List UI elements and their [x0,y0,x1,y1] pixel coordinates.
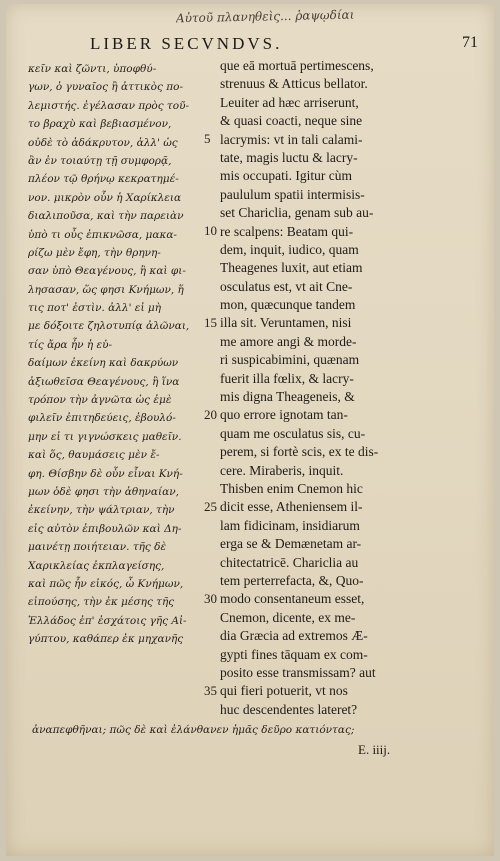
greek-text-line: μαινέτῃ ποιήτειαν. τῆς δὲ [28,541,167,554]
latin-text-line: posito esse transmissam? aut [220,664,376,680]
latin-text-line: Cnemon, dicente, ex me- [220,609,356,625]
greek-text-line: τρόπον τὴν ἀγνῶτα ὡς ἐμὲ [28,394,172,407]
latin-text-line: dia Græcia ad extremos Æ- [220,628,368,644]
greek-text-line: Χαρικλείας ἐκπλαγείσης, [28,559,165,572]
greek-text-column [28,60,204,649]
line-number: 10 [204,222,217,238]
greek-text-line: τις ποτ' ἐστὶν. ἀλλ' εἰ μὴ [28,302,162,315]
latin-text-line: mon, quæcunque tandem [220,297,356,313]
latin-text-line: gypti fines tāquam ex com- [220,646,368,662]
latin-text-line: dicit esse, Atheniensem il- [220,499,363,515]
latin-text-line: perem, si fortè scis, ex te dis- [220,444,379,460]
latin-text-line: ri suspicabimini, quænam [220,352,360,368]
greek-text-line: καὶ πῶς ἦν εἰκός, ὦ Κνήμων, [28,577,184,590]
greek-text-line: εἰς αὐτὸν ἐπιβουλῶν καὶ Δη- [28,522,182,535]
greek-text-line: φη. Θίσβην δὲ οὖν εἶναι Κνή- [28,467,183,480]
latin-text-line: & quasi coacti, neque sine [220,113,363,129]
book-page [6,4,494,856]
greek-text-line: τίς ἄρα ἦν ἡ εὐ- [28,338,113,351]
latin-text-line: lam fidicinam, insidiarum [220,517,360,533]
latin-text-line: Thisben enim Cnemon hic [220,480,363,496]
latin-text-line: Theagenes luxit, aut etiam [220,260,363,276]
greek-text-line: ἐκείνην, τὴν ψάλτριαν, τὴν [28,504,175,517]
greek-text-line: κεῖν καὶ ζῶντι, ὑποφθύ- [28,63,157,75]
latin-text-line: mis digna Theageneis, & [220,389,355,405]
greek-text-line: ὑπὸ τι οὖς ἐπικνῶσα, μακα- [28,228,177,241]
latin-text-line: que eā mortuā pertimescens, [220,58,374,73]
latin-text-line: chitectatricē. Chariclia au [220,554,359,570]
line-number: 15 [204,314,217,330]
greek-text-line: ἀξιωθεῖσα Θεαγένους, ἢ ἵνα [28,375,180,388]
line-number: 35 [204,682,217,698]
greek-text-line: γύπτου, καθάπερ ἐκ μηχανῆς [28,633,184,646]
latin-text-line: osculatus est, vt ait Cne- [220,278,353,294]
latin-text-column [220,57,420,719]
greek-text-line: το βραχὺ καὶ βεβιασμένον, [28,118,172,131]
greek-text-line: λησασαν, ὥς φησι Κνήμων, ἥ [28,283,184,296]
greek-text-line: νον. μικρὸν οὖν ἡ Χαρίκλεια [28,191,182,204]
latin-text-line: tate, magis luctu & lacry- [220,149,358,165]
latin-text-line: tem perterrefacta, &, Quo- [220,572,364,588]
latin-text-line: erga se & Demænetam ar- [220,536,362,552]
greek-text-line: με δόξοιτε ζηλοτυπίᾳ ἀλῶναι, [28,320,190,333]
greek-text-line: μων ὁδὲ φησι τὴν ἀθηναίαν, [28,485,179,498]
latin-text-line: modo consentaneum esset, [220,591,365,607]
latin-text-line: mis occupati. Igitur cùm [220,168,352,184]
page-number: 71 [462,34,478,51]
latin-text-line: cere. Miraberis, inquit. [220,462,344,478]
line-number: 25 [204,498,217,514]
running-title: LIBER SECVNDVS. [90,34,283,53]
handwritten-note: Αὐτοῦ πλανηθεὶς... ῥαψῳδίαι [175,7,355,26]
line-number: 30 [204,590,217,606]
greek-text-line: σαν ὑπὸ Θεαγένους, ἢ καὶ φι- [28,265,186,278]
line-number: 5 [204,130,211,146]
latin-text-line: dem, inquit, iudico, quam [220,241,359,257]
greek-text-line: εἰπούσης, τὴν ἐκ μέσης τῆς [28,596,175,609]
latin-text-line: quam me osculatus sis, cu- [220,425,366,441]
latin-text-line: Leuiter ad hæc arriserunt, [220,94,359,110]
signature-mark: E. iiij. [358,742,391,757]
greek-text-line: διαλιποῦσα, καὶ τὴν παρειὰν [28,210,184,223]
greek-text-line: Ἑλλάδος ἐπ' ἐσχάτοις γῆς Αἰ- [28,614,187,627]
latin-text-line: qui fieri potuerit, vt nos [220,683,348,699]
latin-text-line: me amore angi & morde- [220,333,357,349]
greek-closing-line: ἀναπεφθῆναι; πῶς δὲ καὶ ἐλάνθανεν ἡμᾶς δεῦρο κατιόντας; [32,724,355,736]
greek-text-line: γων, ὁ γυναῖος ἢ ἀττικὸς πο- [28,81,183,94]
latin-text-line: paululum spatii intermisis- [220,186,365,202]
latin-text-line: set Chariclia, genam sub au- [220,205,374,221]
latin-text-line: re scalpens: Beatam qui- [220,223,354,239]
latin-text-line: fuerit illa fœlix, & lacry- [220,370,354,386]
greek-text-line: δαίμων ἐκείνη καὶ δακρύων [28,357,179,370]
greek-text-line: φιλεῖν ἐπιτηδεύεις, ἐβουλό- [28,412,176,425]
greek-text-line: οὐδὲ τὸ ἀδάκρυτον, ἀλλ' ὡς [28,136,178,149]
latin-text-line: lacrymis: vt in tali calami- [220,131,363,147]
line-number: 20 [204,406,217,422]
latin-text-line: quo errore ignotam tan- [220,407,348,423]
greek-text-line: ἂν ἐν τοιαύτῃ τῇ συμφορᾷ, [28,154,172,167]
greek-text-line: λεμιστής. ἐγέλασαν πρὸς τοῦ- [28,99,189,112]
greek-text-line: καὶ ὅς, θαυμάσεις μὲν ἔ- [28,449,160,462]
latin-text-line: strenuus & Atticus bellator. [220,76,368,92]
latin-text-line: huc descendentes lateret? [220,701,358,717]
latin-text-line: illa sit. Veruntamen, nisi [220,315,352,331]
greek-text-line: πλέον τῷ θρήνῳ κεκρατημέ- [28,173,179,186]
greek-text-line: μην εἰ τι γιγνώσκεις μαθεῖν. [28,430,182,443]
greek-text-line: ρίζω μὲν ἔφη, τὴν θρηνη- [28,246,161,259]
